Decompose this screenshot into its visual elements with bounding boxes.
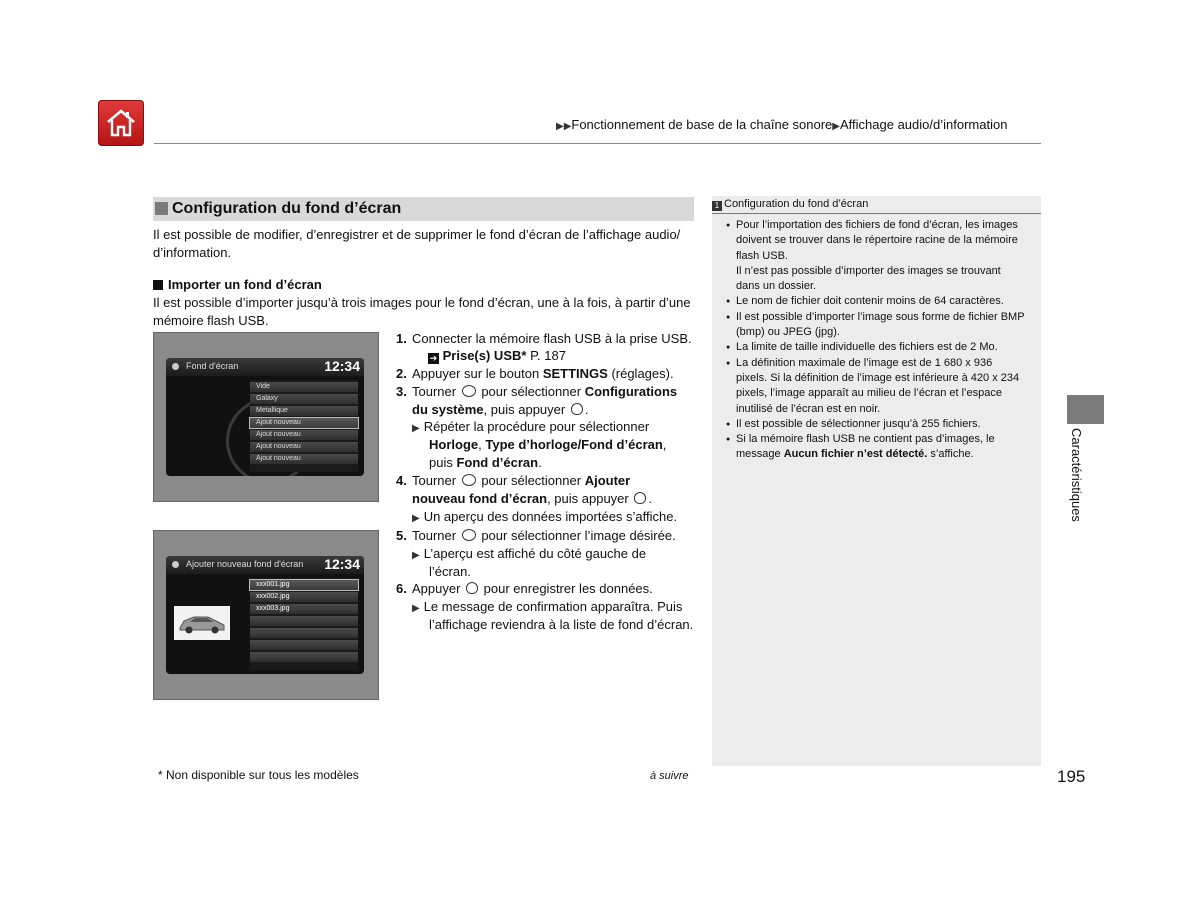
- step-text: ,: [478, 437, 486, 452]
- screen-header-bar: [166, 358, 364, 376]
- note-item: ● La limite de taille individuelle des fichiers est de 2 Mo.: [726, 340, 1031, 355]
- step-text: Connecter la mémoire flash USB à la prise USB.: [412, 331, 692, 346]
- file-item[interactable]: xxx002.jpg: [250, 592, 358, 602]
- settings-icon: [172, 561, 179, 568]
- note-title: [712, 196, 1041, 214]
- result-arrow-icon: ▶: [412, 603, 420, 614]
- file-item[interactable]: xxx003.jpg: [250, 604, 358, 614]
- step-6-result: [412, 598, 682, 618]
- result-arrow-icon: ▶: [412, 550, 420, 561]
- list-item[interactable]: Metallique: [250, 406, 358, 416]
- side-note-panel: [712, 196, 1041, 766]
- enter-button-icon: [634, 492, 646, 504]
- chapter-tab-marker[interactable]: [1067, 395, 1104, 424]
- sub-intro-paragraph: Il est possible d’importer jusqu’à trois images pour le fond d’écran, une à la fois, à partir d’une mémoire flash USB.: [153, 295, 691, 328]
- header-divider: [154, 143, 1041, 144]
- step-bold: nouveau fond d’écran: [412, 491, 548, 506]
- step-text: Tourner: [412, 473, 457, 488]
- step-text: Appuyer: [412, 581, 461, 596]
- result-arrow-icon: ▶: [412, 513, 420, 524]
- empty-row: [250, 628, 358, 638]
- double-arrow-icon: ▶▶: [556, 121, 572, 132]
- square-bullet-icon: [153, 280, 163, 290]
- note-item: ● Le nom de fichier doit contenir moins de 64 caractères.: [726, 294, 1031, 309]
- square-bullet-icon: [155, 202, 168, 215]
- home-button[interactable]: [98, 100, 144, 146]
- note-ref-icon: 1: [712, 201, 722, 211]
- list-item[interactable]: Ajout nouveau: [250, 454, 358, 464]
- cross-reference[interactable]: [428, 347, 566, 365]
- note-item: ● Il est possible d’importer l’image sous forme de fichier BMP (bmp) ou JPEG (jpg).: [726, 310, 1031, 341]
- continued-label: à suivre: [650, 770, 689, 782]
- result-arrow-icon: ▶: [412, 423, 420, 434]
- step-result: L’aperçu est affiché du côté gauche de: [423, 546, 647, 561]
- empty-row: [250, 616, 358, 626]
- step-number: 5.: [396, 528, 407, 543]
- list-item[interactable]: Vide: [250, 382, 358, 392]
- breadcrumb-item-2[interactable]: Affichage audio/d’information: [840, 117, 1008, 132]
- section-title: Configuration du fond d’écran: [172, 200, 402, 217]
- step-text: pour sélectionner: [481, 384, 582, 399]
- step-bold: Configurations: [584, 384, 678, 399]
- step-4-result: [412, 508, 677, 528]
- screen-title: Fond d'écran: [186, 361, 239, 371]
- car-preview-image: [174, 606, 230, 640]
- step-5-result: [412, 545, 646, 565]
- screen-image-import-preview: [153, 530, 379, 700]
- breadcrumb-item-1[interactable]: Fonctionnement de base de la chaîne sonore: [571, 117, 833, 132]
- subheading-text: Importer un fond d’écran: [168, 277, 322, 292]
- step-5-result-cont: l’écran.: [429, 564, 471, 579]
- home-icon: [105, 107, 137, 139]
- chapter-tab-label[interactable]: Caractéristiques: [1069, 428, 1084, 522]
- step-3-cont: du système, puis appuyer .: [412, 402, 589, 417]
- step-number: 6.: [396, 581, 407, 596]
- file-list: [250, 578, 358, 670]
- step-result: Répéter la procédure pour sélectionner: [423, 419, 650, 434]
- step-text: puis: [429, 455, 457, 470]
- list-item[interactable]: Ajout nouveau: [250, 442, 358, 452]
- step-number: 1.: [396, 331, 407, 346]
- list-item[interactable]: Galaxy: [250, 394, 358, 404]
- enter-button-icon: [466, 582, 478, 594]
- intro-paragraph: Il est possible de modifier, d’enregistrer et de supprimer le fond d’écran de l’affichage audio/ d’information.: [153, 227, 681, 260]
- footnote-star: *: [521, 348, 527, 363]
- reference-page: P. 187: [530, 348, 566, 363]
- step-text: pour enregistrer les données.: [483, 581, 653, 596]
- screen-title: Ajouter nouveau fond d'écran: [186, 559, 304, 569]
- step-6-result-cont: l’affichage reviendra à la liste de fond d’écran.: [429, 617, 694, 632]
- step-result: Un aperçu des données importées s’affiche.: [423, 509, 678, 524]
- step-text: pour sélectionner l’image désirée.: [481, 528, 676, 543]
- dial-knob-icon: [462, 474, 476, 486]
- screen-header-bar: [166, 556, 364, 574]
- arrow-icon: ▶: [832, 121, 840, 132]
- empty-row: [250, 640, 358, 650]
- step-text: (réglages).: [607, 366, 674, 381]
- step-text: ,: [662, 437, 667, 452]
- empty-row: [250, 652, 358, 662]
- note-title-text: Configuration du fond d’écran: [724, 198, 869, 210]
- display-screen: [166, 556, 364, 674]
- step-bold: Fond d’écran: [456, 455, 539, 470]
- subheading: [153, 277, 322, 292]
- step-3-result: [412, 418, 649, 438]
- list-item[interactable]: Ajout nouveau: [250, 430, 358, 440]
- wallpaper-list: [250, 380, 358, 472]
- car-icon: [174, 606, 230, 640]
- settings-icon: [172, 363, 179, 370]
- breadcrumb: [556, 117, 1007, 132]
- step-4-cont: nouveau fond d’écran, puis appuyer .: [412, 491, 652, 506]
- note-item: ● Il est possible de sélectionner jusqu’à 255 fichiers.: [726, 417, 1031, 432]
- list-item-selected[interactable]: Ajout nouveau: [250, 418, 358, 428]
- dial-knob-icon: [462, 385, 476, 397]
- enter-button-icon: [571, 403, 583, 415]
- step-text: .: [538, 455, 542, 470]
- step-3-result-cont: [429, 436, 666, 454]
- step-text: , puis appuyer: [483, 402, 566, 417]
- step-bold: Type d’horloge/Fond d’écran: [485, 437, 663, 452]
- step-text: Tourner: [412, 384, 457, 399]
- page-number: 195: [1057, 767, 1086, 786]
- step-text: pour sélectionner: [481, 473, 582, 488]
- steps-list: [396, 330, 696, 640]
- section-heading: [153, 197, 694, 221]
- step-result: Le message de confirmation apparaîtra. Puis: [423, 599, 683, 614]
- note-item: ● Pour l’importation des fichiers de fond d’écran, les images doivent se trouver dans le répertoire racine de la mémoire flash USB. Il n’est pas possible d’importer des images se trouvant dans un dossier.: [726, 218, 1031, 294]
- step-number: 4.: [396, 473, 407, 488]
- note-item: ● Si la mémoire flash USB ne contient pas d’images, le message Aucun fichier n’est détecté. s’affiche.: [726, 432, 1031, 463]
- reference-title: Prise(s) USB: [442, 348, 522, 363]
- step-text: Appuyer sur le bouton: [412, 366, 543, 381]
- reference-arrow-icon: ➔: [429, 353, 438, 363]
- step-text: , puis appuyer: [547, 491, 629, 506]
- clock: 12:34: [324, 556, 360, 572]
- footnote: * Non disponible sur tous les modèles: [158, 768, 359, 782]
- screen-image-wallpaper-list: [153, 332, 379, 502]
- step-bold: du système: [412, 402, 484, 417]
- file-item-selected[interactable]: xxx001.jpg: [250, 580, 358, 590]
- note-item: ● La définition maximale de l’image est de 1 680 x 936 pixels. Si la définition de l’image est inférieure à 420 x 234 pixels, l’image apparaît au milieu de l’écran et l’espace inutilisé de l’écran est en noir.: [726, 356, 1031, 417]
- note-list: [726, 218, 1031, 463]
- clock: 12:34: [324, 358, 360, 374]
- step-number: 2.: [396, 366, 407, 381]
- step-bold: SETTINGS: [542, 366, 608, 381]
- display-screen: [166, 358, 364, 476]
- dial-knob-icon: [462, 529, 476, 541]
- step-bold: Horloge: [429, 437, 479, 452]
- step-bold: Ajouter: [584, 473, 631, 488]
- step-text: Tourner: [412, 528, 457, 543]
- step-3-result-cont: [429, 454, 542, 472]
- step-number: 3.: [396, 384, 407, 399]
